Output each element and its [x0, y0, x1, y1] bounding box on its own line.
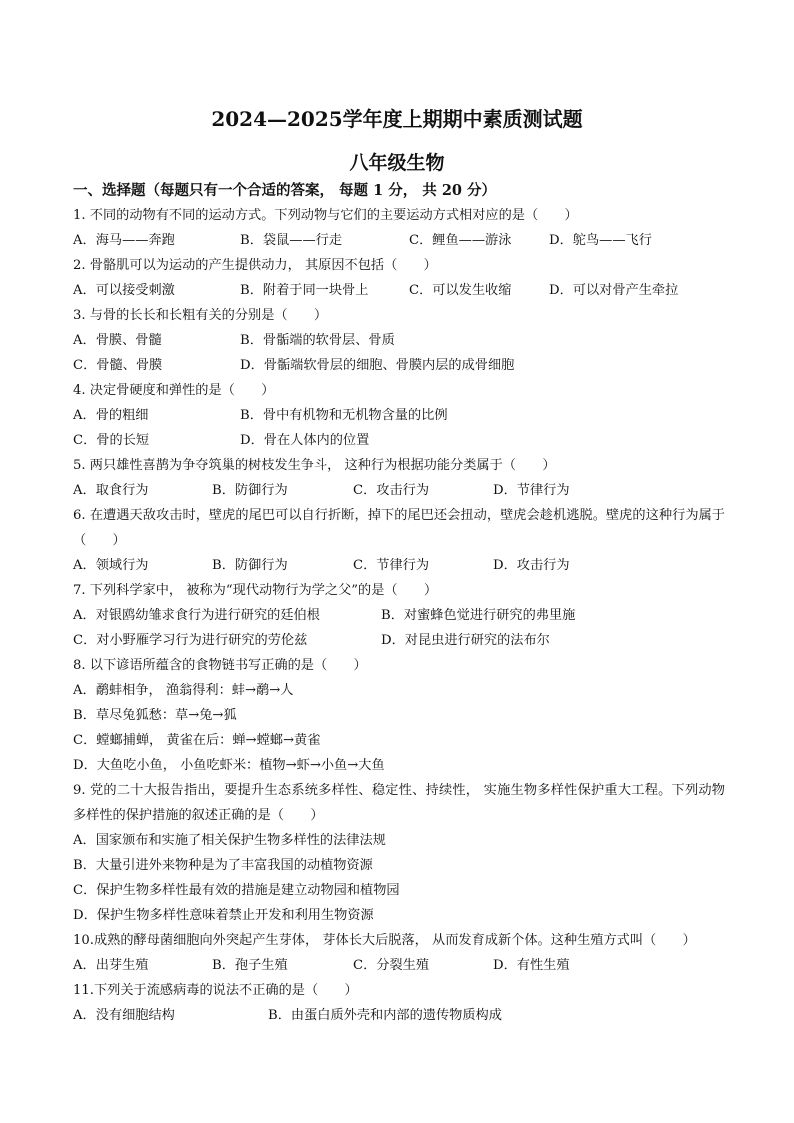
- option-c: C．螳螂捕蝉， 黄雀在后：蝉→螳螂→黄雀: [73, 733, 321, 748]
- option-c: C．骨的长短: [73, 433, 150, 448]
- question-stem: 4. 决定骨硬度和弹性的是（ ）: [73, 383, 275, 398]
- option-c: C．骨髓、骨膜: [73, 358, 163, 373]
- option-a: A．对银鸥幼雏求食行为进行研究的廷伯根: [73, 608, 320, 623]
- option-a: A．海马——奔跑: [73, 233, 175, 248]
- question-stem: 11.下列关于流感病毒的说法不正确的是（ ）: [73, 983, 358, 998]
- question-stem: 3. 与骨的长长和长粗有关的分别是（ ）: [73, 308, 328, 323]
- option-b: B．防御行为: [212, 558, 288, 573]
- question-stem: 1. 不同的动物有不同的运动方式。下列动物与它们的主要运动方式相对应的是（ ）: [73, 208, 578, 223]
- exam-subject: 八年级生物: [349, 152, 445, 174]
- question-stem: 7. 下列科学家中， 被称为“现代动物行为学之父”的是（ ）: [73, 583, 438, 598]
- question-stem: 5. 两只雄性喜鹊为争夺筑巢的树枝发生争斗， 这种行为根据功能分类属于（ ）: [73, 458, 556, 473]
- option-d: D．大鱼吃小鱼， 小鱼吃虾米：植物→虾→小鱼→大鱼: [73, 758, 385, 773]
- option-b: B．由蛋白质外壳和内部的遗传物质构成: [268, 1008, 502, 1023]
- option-b: B．孢子生殖: [212, 958, 288, 973]
- option-d: D．攻击行为: [493, 558, 570, 573]
- option-b: B．防御行为: [212, 483, 288, 498]
- option-a: A．取食行为: [73, 483, 149, 498]
- option-a: A．骨膜、骨髓: [73, 333, 162, 348]
- section-heading: 一、选择题（每题只有一个合适的答案， 每题 1 分， 共 20 分）: [73, 182, 497, 199]
- option-c: C．分裂生殖: [353, 958, 430, 973]
- option-d: D．有性生殖: [493, 958, 570, 973]
- option-b: B．草尽兔狐愁：草→兔→狐: [73, 708, 237, 723]
- question-stem: 2. 骨骼肌可以为运动的产生提供动力， 其原因不包括（ ）: [73, 258, 437, 273]
- question-stem: 6. 在遭遇天敌攻击时，壁虎的尾巴可以自行折断，掉下的尾巴还会扭动，壁虎会趁机逃脱。壁虎的这种行为属于（ ）: [73, 508, 725, 548]
- option-c: C．节律行为: [353, 558, 430, 573]
- option-a: A．鹬蚌相争， 渔翁得利：蚌→鹬→人: [73, 683, 294, 698]
- option-c: C．鲤鱼——游泳: [409, 233, 512, 248]
- option-b: B．附着于同一块骨上: [240, 283, 369, 298]
- option-d: D．对昆虫进行研究的法布尔: [381, 633, 550, 648]
- option-b: B．袋鼠——行走: [240, 233, 343, 248]
- question-stem: 10.成熟的酵母菌细胞向外突起产生芽体， 芽体长大后脱落， 从而发育成新个体。这种生殖方式叫（ ）: [73, 933, 696, 948]
- option-a: A．可以接受刺激: [73, 283, 175, 298]
- option-b: B．骨中有机物和无机物含量的比例: [240, 408, 448, 423]
- option-a: A．国家颁布和实施了相关保护生物多样性的法律法规: [73, 833, 386, 848]
- option-d: D．节律行为: [493, 483, 570, 498]
- option-c: C．保护生物多样性最有效的措施是建立动物园和植物园: [73, 883, 400, 898]
- option-a: A．没有细胞结构: [73, 1008, 175, 1023]
- option-c: C．对小野雁学习行为进行研究的劳伦兹: [73, 633, 308, 648]
- question-stem: 9. 党的二十大报告指出，要提升生态系统多样性、稳定性、持续性， 实施生物多样性保护重大工程。下列动物多样性的保护措施的叙述正确的是（ ）: [73, 783, 725, 823]
- option-c: C．攻击行为: [353, 483, 430, 498]
- option-d: D．可以对骨产生牵拉: [549, 283, 679, 298]
- option-d: D．骨在人体内的位置: [240, 433, 370, 448]
- option-a: A．出芽生殖: [73, 958, 149, 973]
- option-d: D．鸵鸟——飞行: [549, 233, 652, 248]
- option-d: D．保护生物多样性意味着禁止开发和利用生物资源: [73, 908, 374, 923]
- question-stem: 8. 以下谚语所蕴含的食物链书写正确的是（ ）: [73, 658, 367, 673]
- option-a: A．领域行为: [73, 558, 149, 573]
- option-b: B．骨骺端的软骨层、骨质: [240, 333, 395, 348]
- option-d: D．骨骺端软骨层的细胞、骨膜内层的成骨细胞: [240, 358, 515, 373]
- exam-title: 2024—2025学年度上期期中素质测试题: [211, 107, 583, 131]
- option-c: C．可以发生收缩: [409, 283, 512, 298]
- option-a: A．骨的粗细: [73, 408, 149, 423]
- option-b: B．对蜜蜂色觉进行研究的弗里施: [381, 608, 576, 623]
- option-b: B．大量引进外来物种是为了丰富我国的动植物资源: [73, 858, 373, 873]
